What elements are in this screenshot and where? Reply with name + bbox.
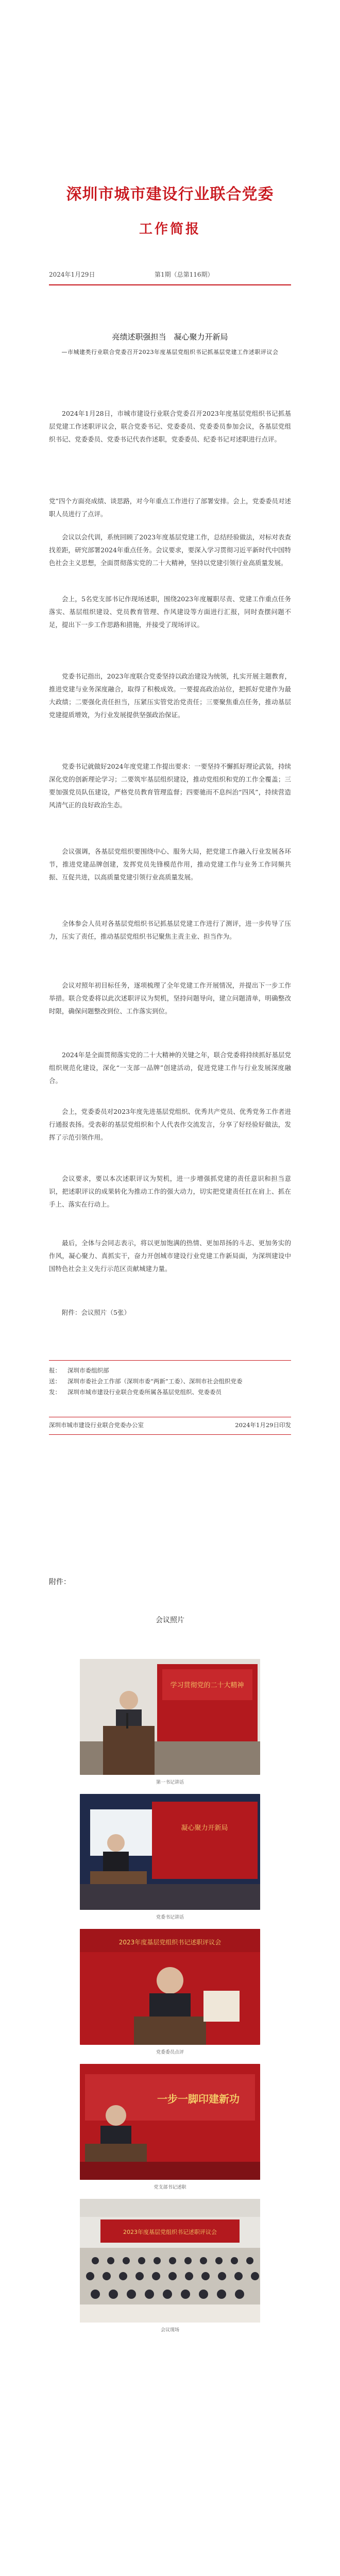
footer-divider-top bbox=[49, 1360, 291, 1361]
print-date: 2024年1月29日印发 bbox=[235, 1421, 291, 1429]
article-paragraph-5: 党委书记指出，2023年度联合党委坚持以政治建设为统领，扎实开展主题教育，推进党建与业务深度融合，取得了积极成效。一要提高政治站位，把抓好党建作为最大政绩；二要强化责任担当，压紧压实管党治党责任；三要聚焦重点任务，推动基层党建提质增效，为行业发展提供坚强政治保证。 bbox=[49, 672, 291, 719]
photo-2-caption: 党委书记讲话 bbox=[156, 1915, 184, 1920]
attachment-note: 附件：会议照片（5张） bbox=[62, 1309, 130, 1316]
meeting-photo-2 bbox=[80, 1794, 260, 1910]
article-paragraph-1: 2024年1月28日，市城市建设行业联合党委召开2023年度基层党组织书记抓基层党建工作述职评议会，联合党委书记、党委委员、党委委员参加会议，各基层党组织书记、党委委员、党委书记代表作述职，党委委员、纪委书记对述职进行点评。 bbox=[49, 410, 291, 443]
article-paragraph-13: 最后，全体与会同志表示，将以更加饱满的热情、更加昂扬的斗志、更加务实的作风，凝心聚力、真抓实干，奋力开创城市建设行业党建工作新局面，为深圳建设中国特色社会主义先行示范区贡献城建力量。 bbox=[49, 1239, 291, 1273]
photo-2-banner-text: 凝心聚力开新局 bbox=[181, 1824, 228, 1832]
report-to-row bbox=[49, 1365, 291, 1376]
issuer: 深圳市城市建设行业联合党委办公室 bbox=[49, 1421, 144, 1429]
article-paragraph-12: 会议要求，要以本次述职评议为契机，进一步增强抓党建的责任意识和担当意识，把述职评议的成果转化为推动工作的强大动力，切实把党建责任扛在肩上、抓在手上、落实在行动上。 bbox=[49, 1175, 291, 1208]
org-title: 深圳市城市建设行业联合党委 bbox=[66, 185, 274, 204]
meeting-photo-3 bbox=[80, 1929, 260, 2045]
photo-4-caption: 党支部书记述职 bbox=[154, 2185, 186, 2190]
issue-number: 第1期（总第116期） bbox=[155, 271, 214, 278]
article-subtitle: —市城建类行业联合党委召开2023年度基层党组织书记抓基层党建工作述职评议会 bbox=[61, 349, 279, 355]
gallery-title: 会议照片 bbox=[156, 1616, 184, 1624]
article-paragraph-2: 党”四个方面亮成绩、谈思路，对今年重点工作进行了部署安排。会上，党委委员对述职人员进行了点评。 bbox=[49, 497, 291, 518]
article-paragraph-6: 党委书记就做好2024年度党建工作提出要求：一要坚持不懈抓好理论武装，持续深化党的创新理论学习；二要筑牢基层组织建设，推动党组织和党的工作全覆盖；三要加强党员队伍建设，严格党员教育管理监督；四要驰而不息纠治“四风”，持续营造风清气正的良好政治生态。 bbox=[49, 762, 291, 809]
article-paragraph-7: 会议强调，各基层党组织要围绕中心、服务大局，把党建工作融入行业发展各环节，推进党建品牌创建，发挥党员先锋模范作用，推动党建工作与业务工作同频共振、互促共进，以高质量党建引领行业高质量发展。 bbox=[49, 848, 291, 881]
article-paragraph-4: 会上，5名党支部书记作现场述职，围绕2023年度履职尽责、党建工作重点任务落实、基层组织建设、党员教育管理、作风建设等方面进行汇报，同时查摆问题不足，提出下一步工作思路和措施，并接受了现场评议。 bbox=[49, 595, 291, 629]
distribute-row bbox=[49, 1387, 291, 1398]
meeting-photo-1 bbox=[80, 1659, 260, 1775]
footer-divider-bottom bbox=[49, 1434, 291, 1435]
photo-5-banner-text: 2023年度基层党组织书记述职评议会 bbox=[123, 2229, 217, 2235]
speaker-scene-2 bbox=[80, 1794, 260, 1910]
speaker-scene-1 bbox=[80, 1659, 260, 1775]
article-paragraph-10: 2024年是全面贯彻落实党的二十大精神的关键之年，联合党委将持续抓好基层党组织规范化建设，深化“一支部一品牌”创建活动，促进党建工作与行业发展深度融合。 bbox=[49, 1051, 291, 1084]
cc-text: 深圳市委社会工作部（深圳市委“两新”工委）、深圳市社会组织党委 bbox=[67, 1378, 243, 1385]
photo-4-banner-text: 一步一脚印建新功 bbox=[157, 2093, 240, 2105]
bulletin-title: 工作简报 bbox=[139, 222, 201, 237]
article-paragraph-8: 全体参会人员对各基层党组织书记抓基层党建工作进行了测评，进一步传导了压力，压实了责任，推动基层党组织书记聚焦主责主业、担当作为。 bbox=[49, 920, 291, 940]
distribution-block bbox=[49, 1365, 291, 1398]
audience-scene bbox=[80, 2199, 260, 2323]
article-paragraph-11: 会上，党委委员对2023年度先进基层党组织、优秀共产党员、优秀党务工作者进行通报表扬。受表彰的基层党组织和个人代表作交流发言，分享了好经验好做法，发挥了示范引领作用。 bbox=[49, 1108, 291, 1141]
issuer-row bbox=[49, 1420, 291, 1431]
cc-row bbox=[49, 1376, 291, 1387]
issue-date: 2024年1月29日 bbox=[49, 271, 95, 278]
photo-3-banner-text: 2023年度基层党组织书记述职评议会 bbox=[118, 1939, 222, 1946]
distribute-text: 深圳市城市建设行业联合党委所属各基层党组织、党委委员 bbox=[67, 1388, 222, 1396]
cc-label: 送： bbox=[49, 1378, 61, 1385]
meeting-photo-5 bbox=[80, 2199, 260, 2323]
photo-1-caption: 第一书记讲话 bbox=[156, 1780, 184, 1785]
speaker-scene-3 bbox=[80, 1929, 260, 2045]
photo-3-caption: 党委委员点评 bbox=[156, 2050, 184, 2055]
report-to-label: 报： bbox=[49, 1367, 61, 1374]
article-paragraph-9: 会议对照年初目标任务，逐项梳理了全年党建工作开展情况，并提出下一步工作举措。联合党委将以此次述职评议为契机，坚持问题导向，建立问题清单，明确整改时限，确保问题整改到位、工作落实到位。 bbox=[49, 981, 291, 1015]
photo-5-caption: 会议现场 bbox=[160, 2328, 179, 2333]
photo-1-banner-text: 学习贯彻党的二十大精神 bbox=[170, 1682, 244, 1689]
attachment-label: 附件： bbox=[49, 1578, 71, 1586]
meeting-photo-4 bbox=[80, 2064, 260, 2180]
header-divider bbox=[49, 284, 291, 285]
speaker-scene-4 bbox=[80, 2064, 260, 2180]
report-to-text: 深圳市委组织部 bbox=[67, 1367, 109, 1374]
article-paragraph-3: 会议以会代训，系统回顾了2023年度基层党建工作，总结经验做法，对标对表查找差距，研究部署2024年重点任务。会议要求，要深入学习贯彻习近平新时代中国特色社会主义思想，全面贯彻落实党的二十大精神，坚持以党建引领行业高质量发展。 bbox=[49, 533, 291, 567]
article-title: 亮绩述职强担当 凝心聚力开新局 bbox=[112, 332, 228, 342]
distribute-label: 发： bbox=[49, 1388, 61, 1396]
